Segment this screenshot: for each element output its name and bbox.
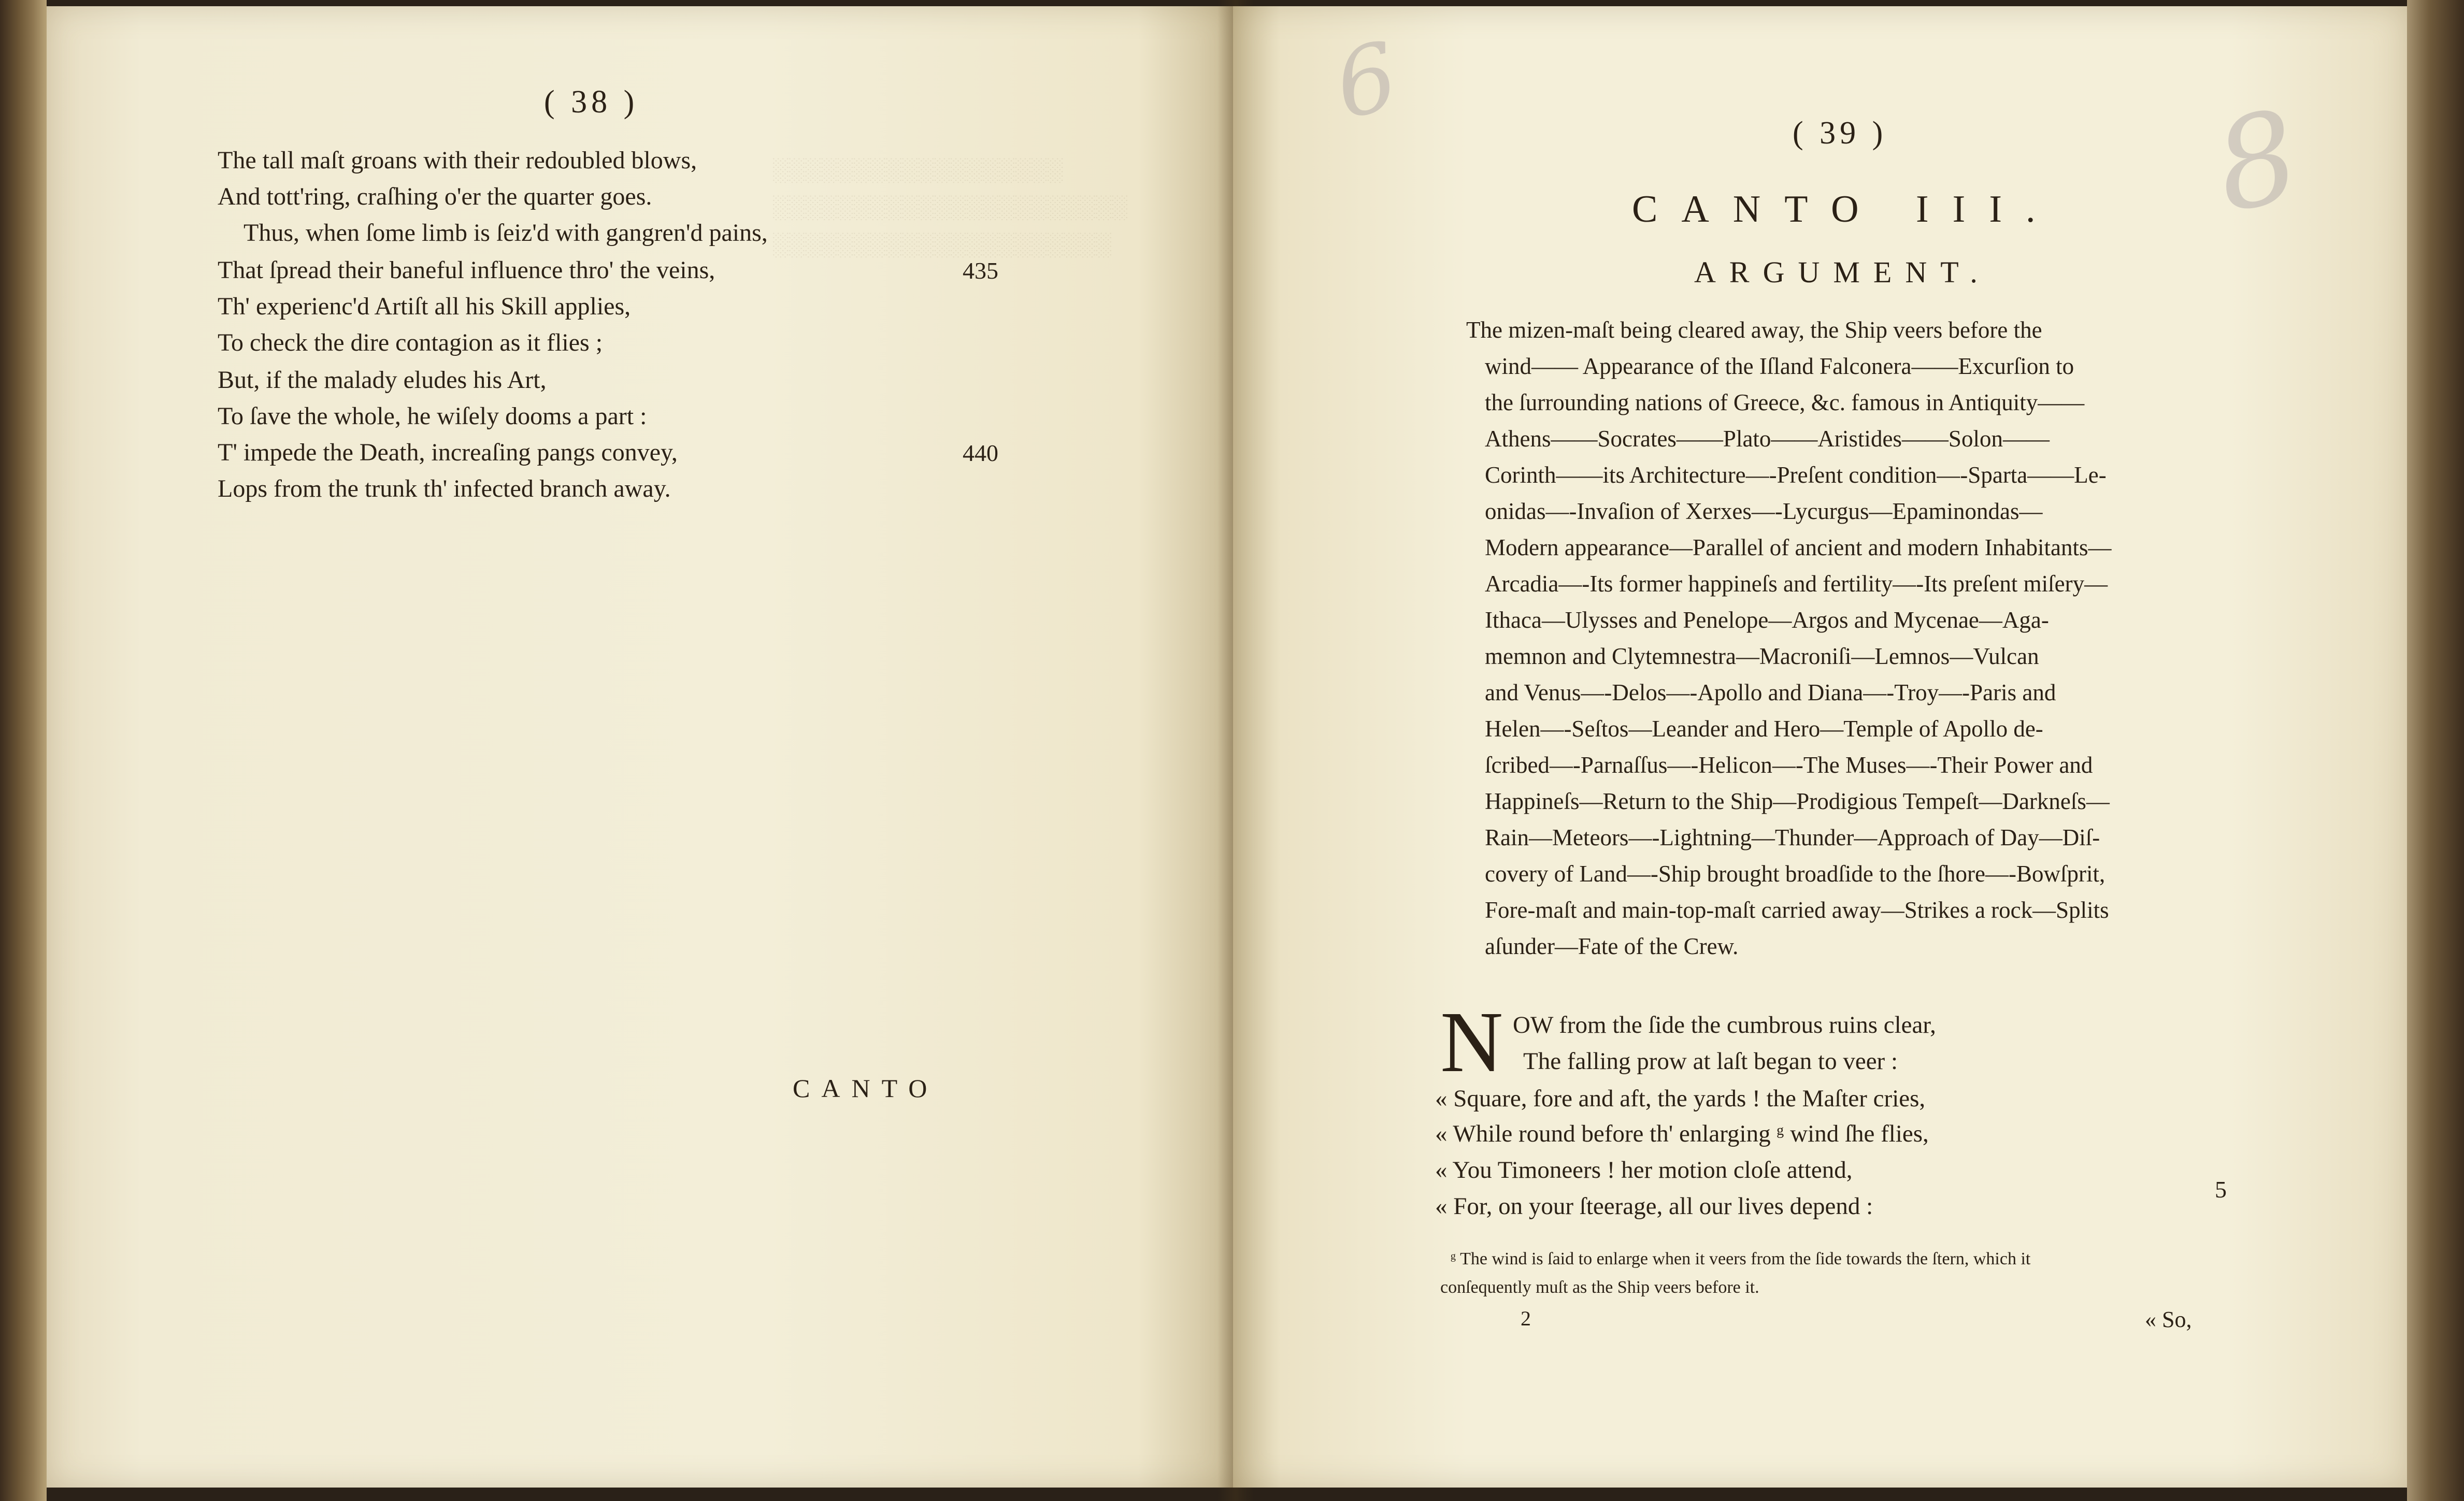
- verse-line: OW from the ſide the cumbrous ruins clear,: [1513, 1012, 1936, 1038]
- line-number: 440: [963, 440, 998, 466]
- argument-line: Corinth——its Architecture—-Preſent condition—-Sparta——Le-: [1485, 462, 2107, 488]
- catchword: CANTO: [793, 1074, 939, 1103]
- left-page: [47, 6, 1233, 1488]
- argument-line: Modern appearance—Parallel of ancient and modern Inhabitants—: [1485, 535, 2112, 560]
- argument-line: Helen—-Seſtos—Leander and Hero—Temple of Apollo de-: [1485, 716, 2043, 742]
- verse-line: Th' experienc'd Artiſt all his Skill applies,: [218, 293, 631, 320]
- argument-text: [1466, 312, 2451, 964]
- pencil-mark: 6: [1326, 22, 1407, 140]
- signature-mark: 2: [1521, 1307, 1531, 1330]
- argument-line: wind—— Appearance of the Iſland Falconera——Excurſion to: [1485, 353, 2074, 379]
- argument-line: ſcribed—-Parnaſſus—-Helicon—-The Muses—-Their Power and: [1485, 752, 2093, 778]
- page-number: ( 38 ): [544, 84, 639, 120]
- book-binding-left: [0, 0, 47, 1501]
- footnote-line: conſequently muſt as the Ship veers before it.: [1440, 1278, 1759, 1297]
- verse-line: « You Timoneers ! her motion cloſe attend,: [1435, 1157, 1853, 1184]
- page-number: ( 39 ): [1793, 116, 1887, 151]
- verse-line: « Square, fore and aft, the yards ! the Maſter cries,: [1435, 1085, 1926, 1112]
- argument-line: and Venus—-Delos—-Apollo and Diana—-Troy—-Paris and: [1485, 680, 2056, 705]
- argument-line: Athens——Socrates——Plato——Aristides——Solon——: [1485, 426, 2050, 452]
- argument-line: Rain—Meteors—-Lightning—Thunder—Approach of Day—Diſ-: [1485, 825, 2100, 850]
- argument-title: ARGUMENT.: [1694, 255, 1991, 289]
- footnote-line: ᵍ The wind is ſaid to enlarge when it veers from the ſide towards the ſtern, which it: [1451, 1249, 2031, 1268]
- argument-line: Happineſs—Return to the Ship—Prodigious Tempeſt—Darkneſs—: [1485, 788, 2110, 814]
- argument-line: memnon and Clytemnestra—Macroniſi—Lemnos—Vulcan: [1485, 643, 2039, 669]
- right-page: [1233, 6, 2407, 1488]
- argument-line: Arcadia—-Its former happineſs and fertility—-Its preſent miſery—: [1485, 571, 2108, 597]
- argument-line: aſunder—Fate of the Crew.: [1485, 933, 1739, 959]
- verse-line: « For, on your ſteerage, all our lives depend :: [1435, 1193, 1873, 1220]
- line-number: 435: [963, 257, 998, 284]
- catchword: « So,: [2145, 1307, 2192, 1332]
- line-number: 5: [2215, 1176, 2227, 1203]
- verse-line: To check the dire contagion as it flies ;: [218, 329, 603, 356]
- pencil-mark: 8: [2203, 82, 2311, 241]
- argument-line: covery of Land—-Ship brought broadſide to the ſhore—-Bowſprit,: [1485, 861, 2105, 887]
- argument-line: The mizen-maſt being cleared away, the Ship veers before the: [1466, 317, 2042, 343]
- verse-line: T' impede the Death, increaſing pangs convey,: [218, 439, 678, 466]
- drop-cap: N: [1440, 994, 1503, 1090]
- verse-line: The falling prow at laſt began to veer :: [1523, 1048, 1898, 1075]
- bleed-through-text: ░░░░░░░░░░░░░░░░░░ ░░░░░░░░░░░░░░░░░░░░░░ ░░░░░░░░░░░░░░░░░░░░░: [772, 157, 1127, 257]
- verse-line: That ſpread their baneful influence thro' the veins,: [218, 256, 715, 284]
- verse-line: The tall maſt groans with their redoubled blows,: [218, 147, 697, 174]
- verse-line: « While round before th' enlarging ᵍ wind ſhe flies,: [1435, 1120, 1929, 1147]
- verse-line: To ſave the whole, he wiſely dooms a part :: [218, 402, 647, 430]
- canto-title: CANTO III.: [1632, 188, 2059, 230]
- verse-line: And tott'ring, craſhing o'er the quarter goes.: [218, 183, 652, 210]
- verse-line: But, if the malady eludes his Art,: [218, 366, 547, 394]
- argument-line: onidas—-Invaſion of Xerxes—-Lycurgus—Epaminondas—: [1485, 498, 2043, 524]
- book-binding-right: [2407, 0, 2464, 1501]
- argument-line: Ithaca—Ulysses and Penelope—Argos and Mycenae—Aga-: [1485, 607, 2049, 633]
- argument-line: the ſurrounding nations of Greece, &c. famous in Antiquity——: [1485, 389, 2085, 415]
- argument-line: Fore-maſt and main-top-maſt carried away—Strikes a rock—Splits: [1485, 897, 2109, 923]
- verse-line: Lops from the trunk th' infected branch away.: [218, 475, 671, 502]
- verse-line: Thus, when ſome limb is ſeiz'd with gangren'd pains,: [243, 219, 768, 247]
